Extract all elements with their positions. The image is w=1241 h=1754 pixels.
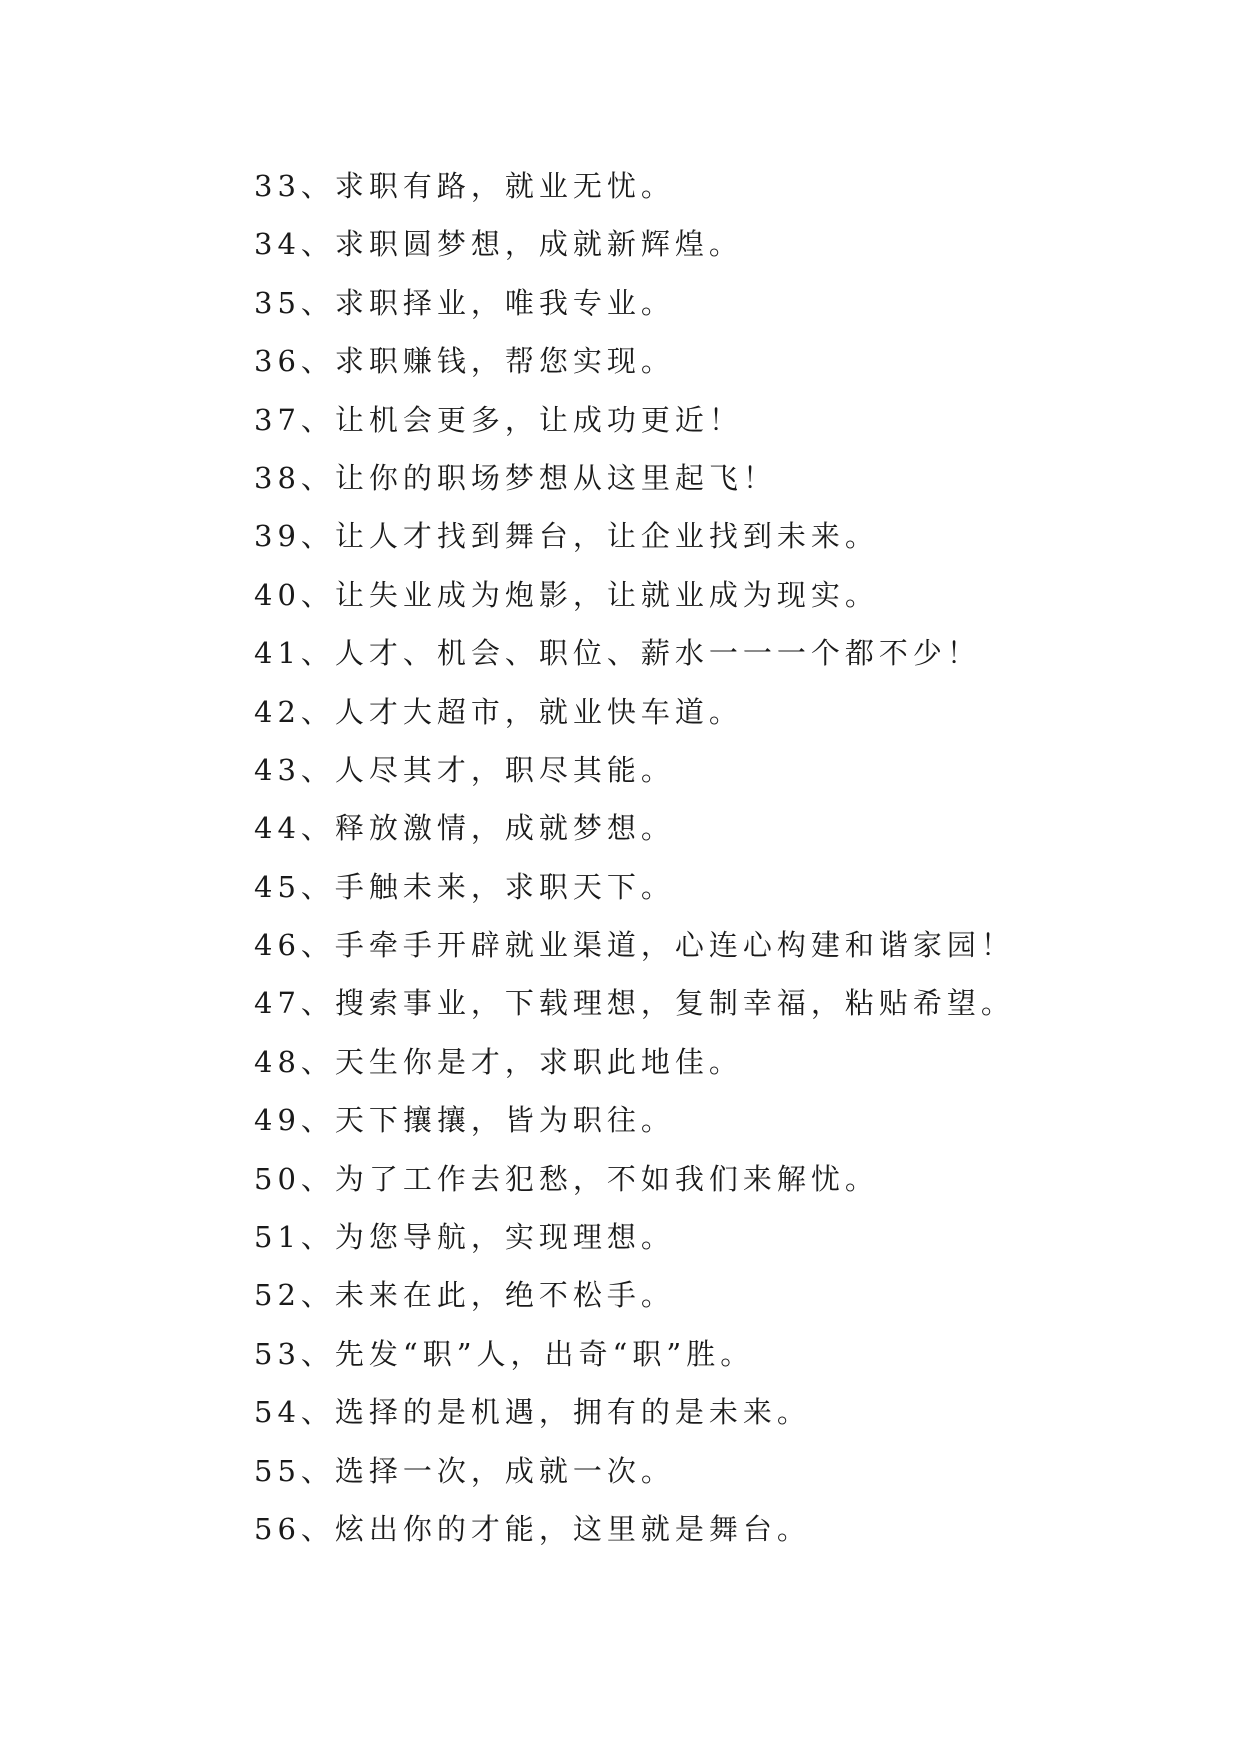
list-item: 42、人才大超市，就业快车道。 — [254, 694, 743, 729]
list-item: 48、天生你是才，求职此地佳。 — [254, 1044, 743, 1079]
list-item: 36、求职赚钱，帮您实现。 — [254, 344, 675, 379]
list-item: 52、未来在此，绝不松手。 — [254, 1278, 675, 1313]
list-item: 50、为了工作去犯愁，不如我们来解忧。 — [254, 1161, 879, 1196]
list-item: 33、求职有路，就业无忧。 — [254, 169, 675, 203]
list-item: 44、释放激情，成就梦想。 — [254, 811, 675, 846]
list-item: 34、求职圆梦想，成就新辉煌。 — [254, 227, 743, 262]
list-item: 54、选择的是机遇，拥有的是未来。 — [254, 1395, 811, 1430]
list-item: 49、天下攘攘，皆为职往。 — [254, 1103, 675, 1138]
list-item: 53、先发“职”人，出奇“职”胜。 — [254, 1336, 755, 1371]
slogan-list — [254, 157, 1015, 1558]
list-item: 56、炫出你的才能，这里就是舞台。 — [254, 1511, 811, 1546]
list-item: 51、为您导航，实现理想。 — [254, 1220, 675, 1255]
list-item: 45、手触未来，求职天下。 — [254, 869, 675, 904]
list-item: 38、让你的职场梦想从这里起飞！ — [254, 460, 777, 495]
list-item: 43、人尽其才，职尽其能。 — [254, 752, 675, 787]
list-item: 35、求职择业，唯我专业。 — [254, 285, 675, 320]
list-item: 41、人才、机会、职位、薪水一一一个都不少！ — [254, 636, 981, 671]
list-item: 55、选择一次，成就一次。 — [254, 1453, 675, 1488]
list-item: 46、手牵手开辟就业渠道，心连心构建和谐家园！ — [254, 928, 1015, 963]
list-item: 37、让机会更多，让成功更近！ — [254, 402, 743, 437]
list-item: 40、让失业成为炮影，让就业成为现实。 — [254, 577, 879, 612]
list-item: 47、搜索事业，下载理想，复制幸福，粘贴希望。 — [254, 986, 1015, 1021]
list-item: 39、让人才找到舞台，让企业找到未来。 — [254, 519, 879, 554]
